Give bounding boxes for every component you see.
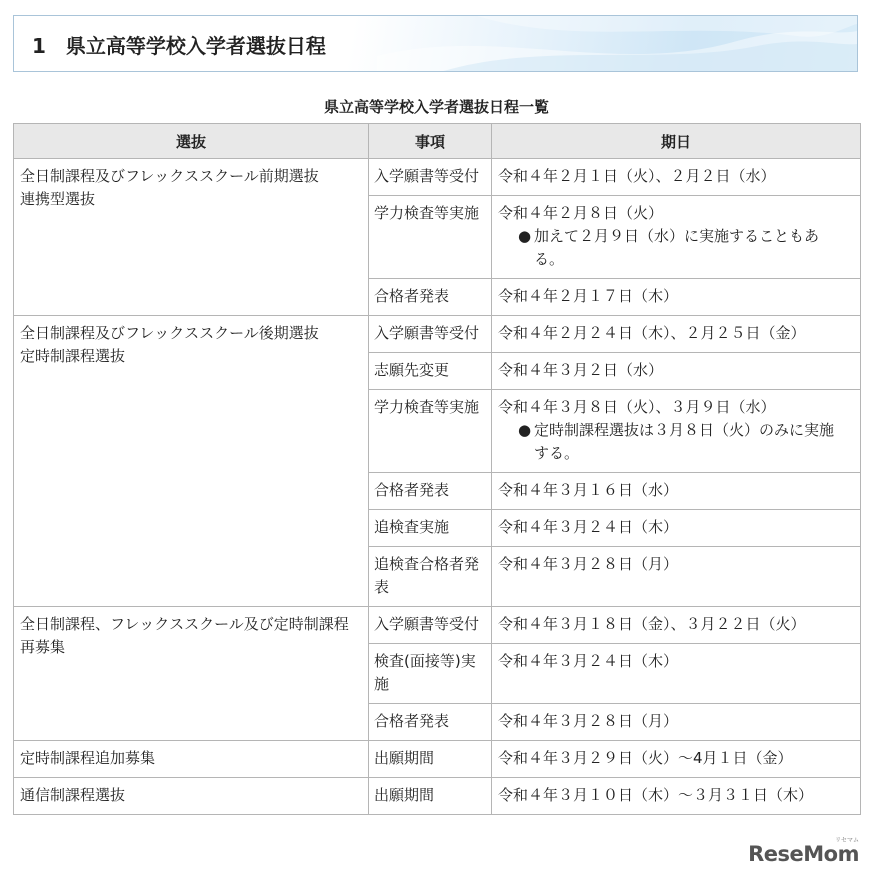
selection-category-text: 全日制課程及びフレックススクール後期選抜 (20, 324, 319, 342)
resemom-logo (748, 837, 859, 866)
logo-subtext: リセマム (835, 837, 859, 844)
item-cell: 出願期間 (369, 778, 492, 815)
selection-category-text: 定時制課程選抜 (20, 347, 126, 365)
item-cell: 検査(面接等)実施 (369, 644, 492, 704)
table-row (14, 159, 861, 196)
date-cell (492, 547, 861, 607)
item-cell: 入学願書等受付 (369, 607, 492, 644)
item-cell: 合格者発表 (369, 473, 492, 510)
date-text: 令和４年３月１６日（水） (498, 481, 679, 499)
item-cell: 志願先変更 (369, 353, 492, 390)
date-text: 令和４年３月１０日（木）～３月３１日（木） (498, 786, 814, 804)
item-cell: 追検査合格者発表 (369, 547, 492, 607)
date-cell (492, 316, 861, 353)
date-cell (492, 607, 861, 644)
item-cell: 追検査実施 (369, 510, 492, 547)
table-caption: 県立高等学校入学者選抜日程一覧 (323, 98, 549, 116)
date-note-text: 加えて２月９日（水）に実施することもある。 (534, 227, 820, 268)
date-cell (492, 196, 861, 279)
item-cell: 入学願書等受付 (369, 159, 492, 196)
date-cell (492, 510, 861, 547)
date-text: 令和４年３月２日（水） (498, 361, 664, 379)
table-row (14, 316, 861, 353)
date-cell (492, 390, 861, 473)
table-body (14, 159, 861, 815)
item-cell: 合格者発表 (369, 704, 492, 741)
date-text: 令和４年３月２４日（木） (498, 518, 679, 536)
selection-category-cell (14, 778, 369, 815)
date-cell (492, 353, 861, 390)
date-cell (492, 704, 861, 741)
date-text: 令和４年３月１８日（金）、３月２２日（火） (498, 615, 806, 633)
column-header-item: 事項 (369, 124, 492, 159)
item-cell: 学力検査等実施 (369, 196, 492, 279)
item-cell: 学力検査等実施 (369, 390, 492, 473)
table-header-row (14, 124, 861, 159)
date-cell (492, 159, 861, 196)
selection-category-cell (14, 607, 369, 741)
date-text: 令和４年３月２４日（木） (498, 652, 679, 670)
table-row (14, 741, 861, 778)
date-note (498, 419, 855, 465)
selection-category-text: 全日制課程及びフレックススクール前期選抜 (20, 167, 319, 185)
selection-category-cell (14, 316, 369, 607)
date-cell (492, 741, 861, 778)
date-text: 令和４年３月８日（火）、３月９日（水） (498, 398, 776, 416)
item-cell: 合格者発表 (369, 279, 492, 316)
item-cell: 入学願書等受付 (369, 316, 492, 353)
date-cell (492, 644, 861, 704)
bullet-icon: ● (518, 421, 532, 439)
table-row (14, 607, 861, 644)
column-header-date: 期日 (492, 124, 861, 159)
page-title: 1 県立高等学校入学者選抜日程 (32, 34, 326, 58)
selection-category-text: 連携型選抜 (20, 190, 96, 208)
date-text: 令和４年２月１日（火）、２月２日（水） (498, 167, 776, 185)
column-header-selection: 選抜 (14, 124, 369, 159)
selection-category-cell (14, 159, 369, 316)
selection-category-text: 通信制課程選抜 (20, 786, 126, 804)
date-cell (492, 279, 861, 316)
date-cell (492, 778, 861, 815)
selection-category-text: 全日制課程、フレックススクール及び定時制課程再募集 (20, 615, 349, 656)
schedule-table (13, 123, 861, 815)
item-cell: 出願期間 (369, 741, 492, 778)
logo-text: ReseMom (748, 842, 859, 866)
date-note-text: 定時制課程選抜は３月８日（火）のみに実施する。 (534, 421, 835, 462)
date-text: 令和４年３月２８日（月） (498, 555, 679, 573)
date-text: 令和４年２月２４日（木）、２月２５日（金） (498, 324, 806, 342)
date-note (498, 225, 855, 271)
date-text: 令和４年２月１７日（木） (498, 287, 679, 305)
header-wave-decoration (377, 16, 857, 72)
date-text: 令和４年３月２８日（月） (498, 712, 679, 730)
date-text: 令和４年３月２９日（火）～4月１日（金） (498, 749, 793, 767)
section-header (13, 15, 858, 72)
date-text: 令和４年２月８日（火） (498, 204, 664, 222)
table-row (14, 778, 861, 815)
bullet-icon: ● (518, 227, 532, 245)
date-cell (492, 473, 861, 510)
selection-category-cell (14, 741, 369, 778)
selection-category-text: 定時制課程追加募集 (20, 749, 156, 767)
